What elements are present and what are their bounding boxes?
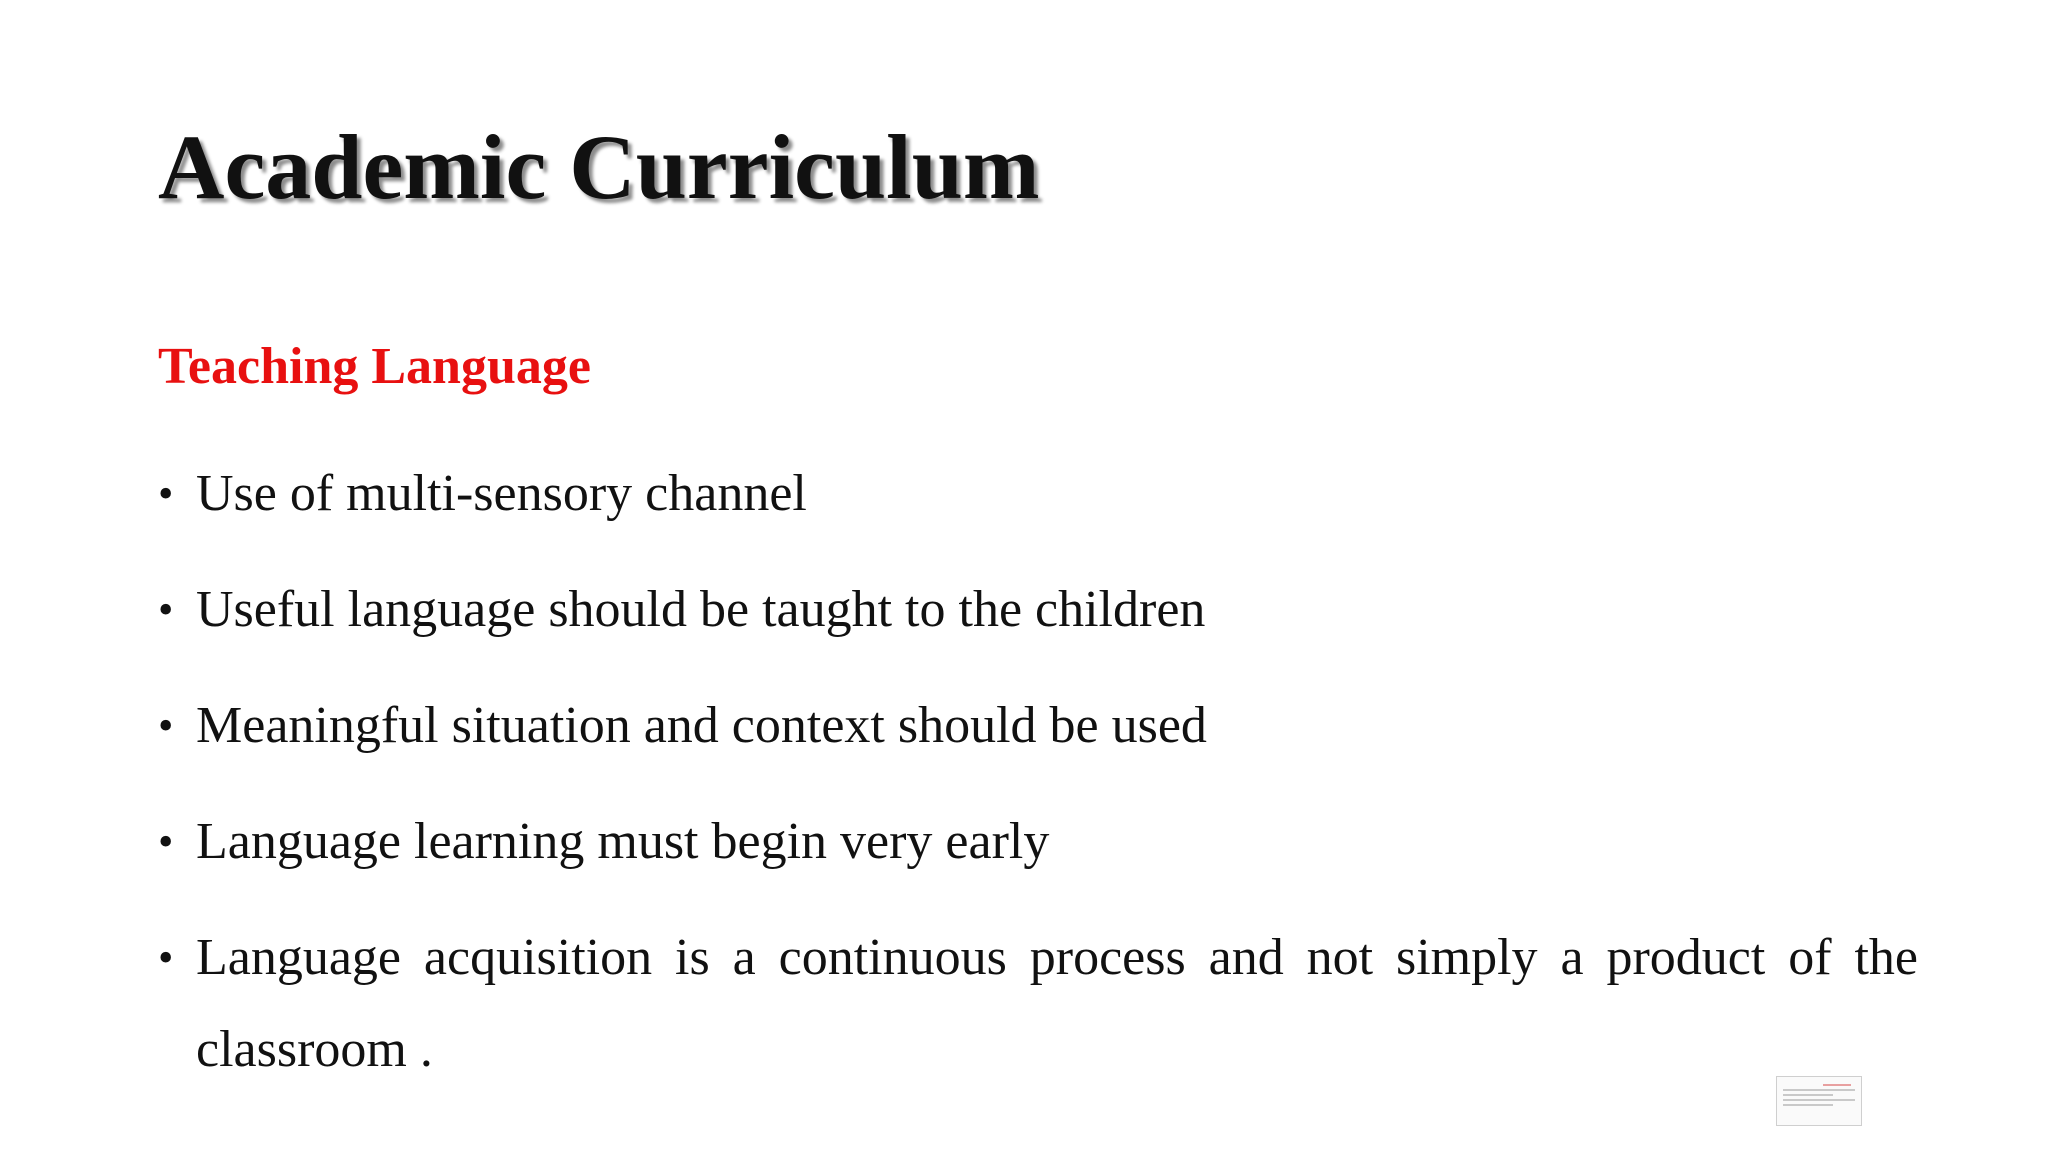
- bullet-icon: •: [158, 585, 174, 634]
- bullet-item: [158, 680, 1918, 772]
- thumbnail-line: [1783, 1104, 1833, 1106]
- bullet-icon: •: [158, 817, 174, 866]
- thumbnail-line: [1783, 1099, 1855, 1101]
- bullet-text: Language learning must begin very early: [196, 813, 1050, 870]
- bullet-item: [158, 796, 1918, 888]
- thumbnail-line: [1783, 1089, 1855, 1091]
- slide-thumbnail-icon[interactable]: [1776, 1076, 1862, 1126]
- bullet-text: Useful language should be taught to the children: [196, 581, 1206, 638]
- thumbnail-line: [1823, 1084, 1852, 1086]
- bullet-text: Use of multi-sensory channel: [196, 465, 807, 522]
- thumbnail-line: [1783, 1094, 1833, 1096]
- bullet-icon: •: [158, 469, 174, 518]
- bullet-text: Language acquisition is a continuous process and not simply a product of the classroom .: [196, 929, 1918, 1078]
- bullet-item: [158, 564, 1918, 656]
- bullet-list: [158, 448, 1918, 1120]
- section-heading: Teaching Language: [158, 338, 591, 395]
- bullet-item: [158, 912, 1918, 1096]
- bullet-icon: •: [158, 933, 174, 982]
- bullet-icon: •: [158, 701, 174, 750]
- bullet-text: Meaningful situation and context should be used: [196, 697, 1207, 754]
- bullet-item: [158, 448, 1918, 540]
- slide-title: Academic Curriculum: [158, 116, 1040, 218]
